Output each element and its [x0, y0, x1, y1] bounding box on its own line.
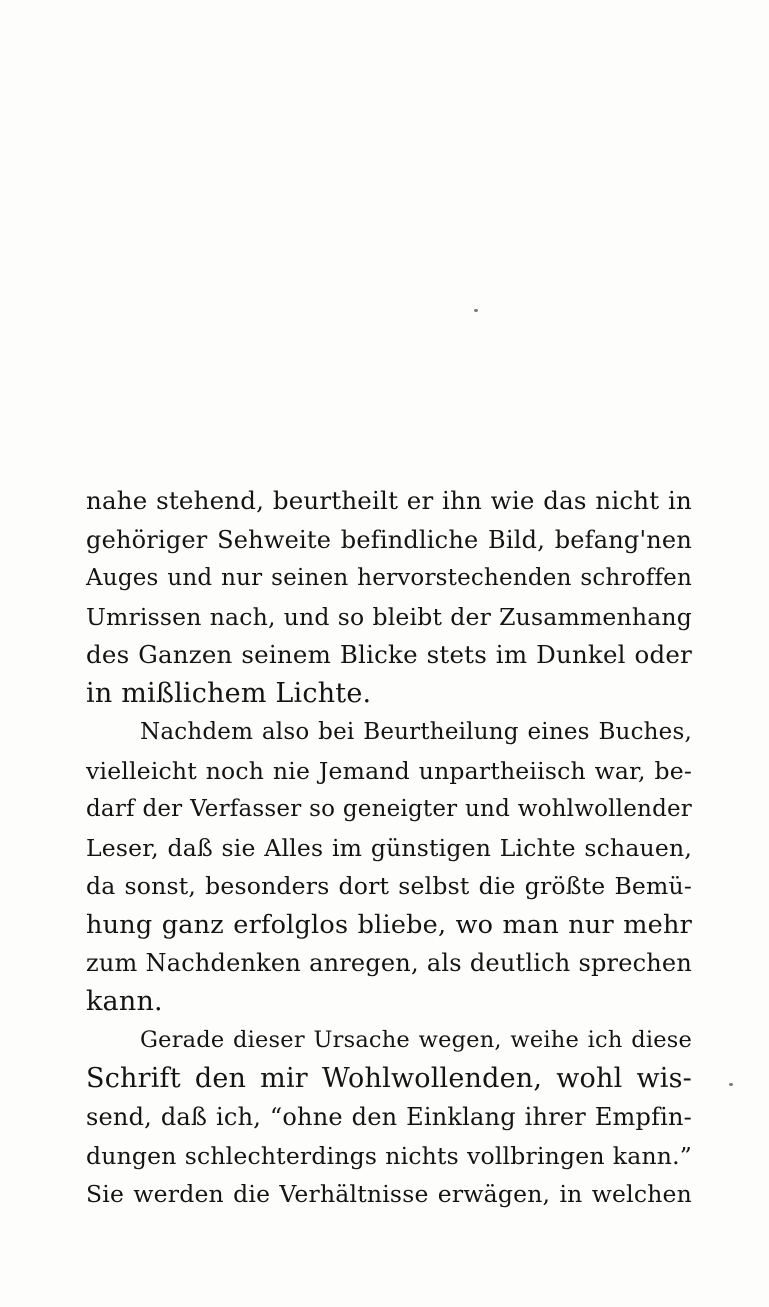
text-line: darf der Verfasser so geneigter und wohlwollender	[86, 796, 692, 822]
text-line: zum Nachdenken anregen, als deutlich sprechen	[86, 949, 692, 977]
text-line: da sonst, besonders dort selbst die größte Bemü-	[86, 872, 692, 900]
text-line: hung ganz erfolglos bliebe, wo man nur mehr	[86, 909, 692, 940]
text-line: Auges und nur seinen hervorstechenden schroffen	[86, 565, 692, 591]
text-line: Schrift den mir Wohlwollenden, wohl wis-	[86, 1062, 692, 1094]
ink-speck	[729, 1083, 733, 1086]
text-line: send, daß ich, “ohne den Einklang ihrer Empfin-	[86, 1103, 692, 1131]
text-line: Leser, daß sie Alles im günstigen Lichte schauen,	[86, 833, 692, 862]
text-line: Umrissen nach, und so bleibt der Zusammenhang	[86, 602, 692, 631]
text-line: gehöriger Sehweite befindliche Bild, befang'nen	[86, 525, 692, 554]
text-line: vielleicht noch nie Jemand unpartheiisch war, be-	[86, 756, 692, 785]
text-line: dungen schlechterdings nichts vollbringen kann.”	[86, 1141, 692, 1170]
text-line: nahe stehend, beurtheilt er ihn wie das nicht in	[86, 486, 692, 515]
text-line: kann.	[86, 985, 163, 1017]
text-line: Sie werden die Verhältnisse erwägen, in welchen	[86, 1180, 692, 1208]
ink-speck	[474, 309, 478, 312]
text-line: in mißlichem Lichte.	[86, 677, 372, 709]
text-line: Nachdem also bei Beurtheilung eines Buches,	[140, 719, 692, 745]
text-line: Gerade dieser Ursache wegen, weihe ich diese	[140, 1027, 692, 1053]
body-text	[86, 482, 692, 1214]
text-line: des Ganzen seinem Blicke stets im Dunkel oder	[86, 640, 692, 669]
